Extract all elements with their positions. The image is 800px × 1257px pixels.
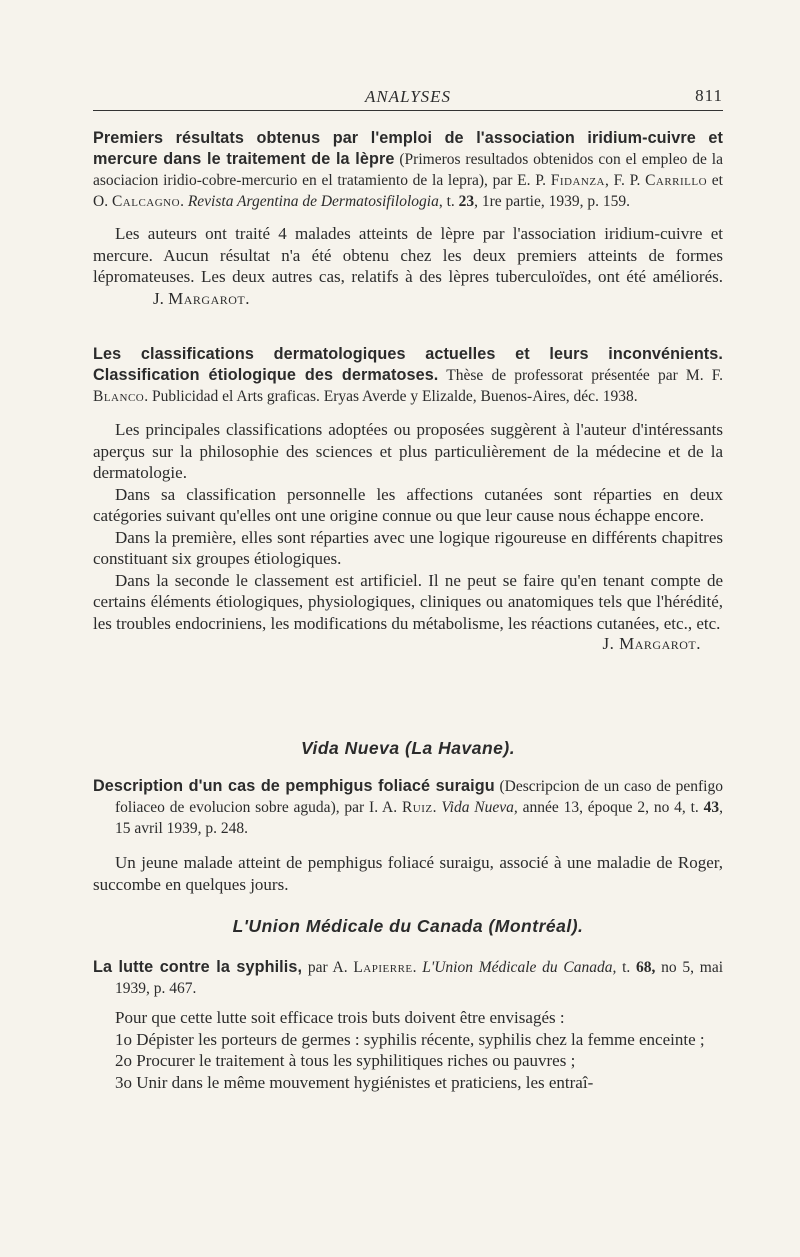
article-title: La lutte contre la syphilis,: [93, 958, 303, 976]
article-body: Un jeune malade atteint de pemphigus foliacé suraigu, associé à une maladie de Roger, succombe en quelques jours.: [93, 853, 723, 894]
volume-number: 23: [458, 193, 475, 210]
journal-name: L'Union Médicale du Canada,: [422, 959, 617, 976]
list-item: 2o Procurer le traitement à tous les syphilitiques riches ou pauvres ;: [115, 1051, 576, 1070]
article-citation: La lutte contre la syphilis, par A. Lapierre. L'Union Médicale du Canada, t. 68, no 5, mai 1939, p. 467.: [93, 958, 724, 997]
paragraph: Dans sa classification personnelle les affections cutanées sont réparties en deux catégories suivant qu'elles ont une origine connue ou que leur cause nous échappe encore.: [93, 484, 723, 525]
signature: J. Margarot.: [602, 634, 701, 653]
running-title: ANALYSES: [364, 87, 452, 106]
article-body: Les auteurs ont traité 4 malades atteints de lèpre par l'association iridium-cuivre et mercure. Aucun résultat n'a été obtenu chez les deux premiers atteints de formes lépromateuses. Les deux autres cas, relatifs à des lèpres tuberculoïdes, ont été améliorés. J. Margarot.: [93, 224, 723, 308]
author-name: Carrillo: [645, 172, 708, 189]
running-head: [93, 86, 723, 108]
article-title: Les classifications dermatologiques actuelles et leurs inconvénients. Classification étiologique des dermatoses.: [93, 345, 723, 384]
paragraph: Les principales classifications adoptées ou proposées suggèrent à l'auteur d'intéressants aperçus sur la philosophie des sciences et plus particulièrement de la médecine et de la dermatologie.: [93, 420, 723, 482]
journal-name: Revista Argentina de Dermatosifilologia: [187, 193, 439, 210]
journal-section-heading: Vida Nueva (La Havane).: [300, 738, 516, 758]
author-name: Lapierre: [353, 959, 413, 976]
volume-number: 68,: [636, 959, 656, 976]
list-item: 3o Unir dans le même mouvement hygiénistes et praticiens, les entraî-: [115, 1072, 594, 1092]
article-syphilis: [93, 957, 723, 1093]
volume-number: 43: [703, 799, 720, 816]
paragraph: Dans la première, elles sont réparties avec une logique rigoureuse en différents chapitres constituant six groupes étiologiques.: [93, 527, 723, 568]
article-citation: Description d'un cas de pemphigus foliacé suraigu (Descripcion de un caso de penfigo foliaceo de evolucion sobre aguda), par I. A. Ruiz. Vida Nueva, année 13, époque 2, no 4, t. 43, 15 avril 1939, p. 248.: [93, 777, 724, 837]
list-item: 1o Dépister les porteurs de germes : syphilis récente, syphilis chez la femme enceinte ;: [115, 1029, 705, 1049]
article-title: Description d'un cas de pemphigus foliacé suraigu: [93, 777, 495, 795]
author-name: Calcagno: [111, 193, 181, 210]
article-citation: Premiers résultats obtenus par l'emploi de l'association iridium-cuivre et mercure dans le traitement de la lèpre (Primeros resultados obtenidos con el empleo de la asociacion iridio-cobre-mercurio en el tratamiento de la lepra), par E. P. Fidanza, F. P. Carrillo et O. Calcagno. Revista Argentina de Dermatosifilologia, t. 23, 1re partie, 1939, p. 159.: [93, 129, 723, 210]
author-name: Blanco: [93, 388, 145, 405]
article-title: Premiers résultats obtenus par l'emploi de l'association iridium-cuivre et mercure dans le traitement de la lèpre: [93, 129, 723, 168]
header-rule: [93, 110, 723, 111]
article-classifications: [93, 344, 723, 654]
signature: J. Margarot.: [153, 288, 250, 308]
article-citation: Les classifications dermatologiques actuelles et leurs inconvénients. Classification étiologique des dermatoses. Thèse de professorat présentée par M. F. Blanco. Publicidad el Arts graficas. Eryas Averde y Elizalde, Buenos-Aires, déc. 1938.: [93, 345, 723, 405]
article-iridium-lepre: [93, 128, 723, 309]
journal-name: Vida Nueva,: [441, 799, 518, 816]
author-name: Ruiz: [401, 799, 433, 816]
page-number: 811: [695, 86, 723, 105]
paragraph: Pour que cette lutte soit efficace trois buts doivent être envisagés :: [115, 1008, 565, 1027]
author-name: Fidanza: [550, 172, 605, 189]
journal-section-heading: L'Union Médicale du Canada (Montréal).: [232, 916, 584, 936]
paragraph: Dans la seconde le classement est artificiel. Il ne peut se faire qu'en tenant compte de certains éléments étiologiques, physiologiques, cliniques ou anatomiques tels que l'hérédité, les troubles endocriniens, les modifications du métabolisme, les réactions cutanées, etc., etc.: [93, 570, 723, 633]
article-pemphigus: [93, 776, 723, 895]
